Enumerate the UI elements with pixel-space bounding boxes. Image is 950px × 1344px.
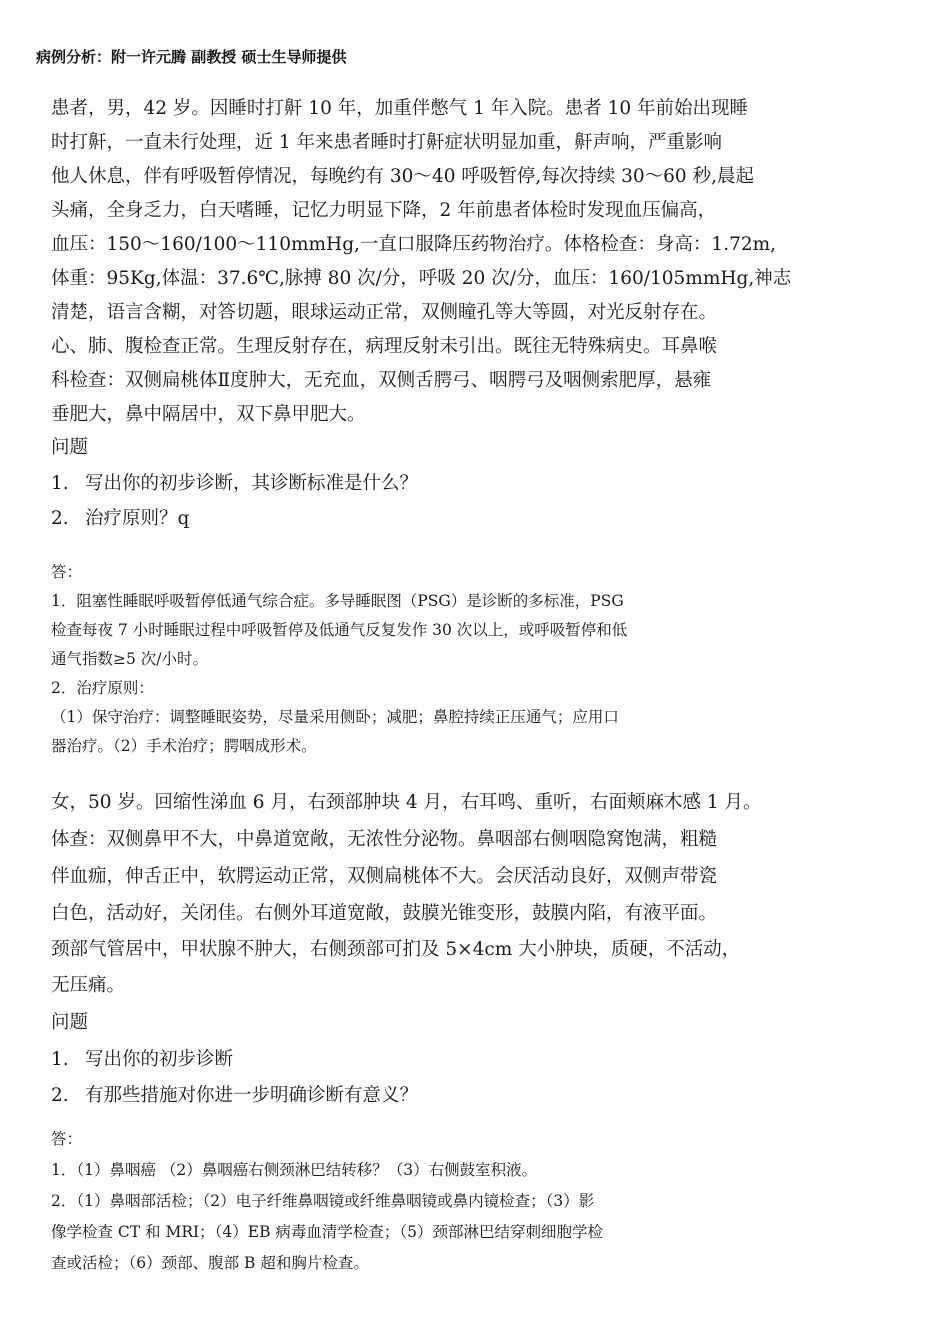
case2-answer-heading: 答： bbox=[51, 1130, 83, 1148]
question-text: 写出你的初步诊断 bbox=[85, 1049, 234, 1070]
question-number: 2. bbox=[51, 508, 69, 529]
case1-question bbox=[51, 469, 418, 495]
case1-line: 血压：150～160/100～110mmHg,一直口服降压药物治疗。体格检查：身高：1.72m, bbox=[51, 234, 777, 255]
case2-line: 体查：双侧鼻甲不大，中鼻道宽敞，无浓性分泌物。鼻咽部右侧咽隐窝饱满，粗糙 bbox=[51, 829, 718, 850]
question-number: 1. bbox=[51, 1049, 69, 1070]
case1-answer-line: 器治疗。（2）手术治疗；腭咽成形术。 bbox=[51, 737, 317, 755]
case1-line: 清楚，语言含糊，对答切题，眼球运动正常，双侧瞳孔等大等圆，对光反射存在。 bbox=[51, 302, 718, 323]
case1-line: 垂肥大，鼻中隔居中，双下鼻甲肥大。 bbox=[51, 404, 366, 425]
case1-answer-line: 检查每夜 7 小时睡眠过程中呼吸暂停及低通气反复发作 30 次以上，或呼吸暂停和低 bbox=[51, 621, 628, 639]
case1-answer-heading: 答： bbox=[51, 563, 83, 581]
case2-answer-line: 像学检查 CT 和 MRI；（4）EB 病毒血清学检查；（5）颈部淋巴结穿刺细胞学检 bbox=[51, 1223, 604, 1241]
case2-line: 无压痛。 bbox=[51, 975, 126, 996]
case1-answer-line: 1．阻塞性睡眠呼吸暂停低通气综合症。多导睡眠图（PSG）是诊断的多标准，PSG bbox=[51, 592, 624, 610]
case2-question-heading: 问题 bbox=[51, 1012, 89, 1033]
case1-line: 科检查：双侧扁桃体Ⅱ度肿大，无充血，双侧舌腭弓、咽腭弓及咽侧索肥厚，悬雍 bbox=[51, 370, 712, 391]
case1-line: 头痛，全身乏力，白天嗜睡，记忆力明显下降，2 年前患者体检时发现血压偏高， bbox=[51, 200, 717, 221]
case2-line: 颈部气管居中，甲状腺不肿大，右侧颈部可扪及 5×4cm 大小肿块，质硬，不活动， bbox=[51, 939, 741, 960]
case2-question bbox=[51, 1045, 233, 1071]
case1-line: 体重：95Kg,体温：37.6℃,脉搏 80 次/分，呼吸 20 次/分，血压：160/105mmHg,神志 bbox=[51, 268, 792, 289]
case2-answer-line: 查或活检；（6）颈部、腹部 B 超和胸片检查。 bbox=[51, 1254, 369, 1272]
case1-line: 患者，男，42 岁。因睡时打鼾 10 年，加重伴憋气 1 年入院。患者 10 年前始出现睡 bbox=[51, 98, 749, 119]
case2-line: 白色，活动好，关闭佳。右侧外耳道宽敞，鼓膜光锥变形，鼓膜内陷，有液平面。 bbox=[51, 903, 718, 924]
question-number: 1. bbox=[51, 473, 69, 494]
case2-answer-line: 1．（1）鼻咽癌 （2）鼻咽癌右侧颈淋巴结转移？（3）右侧鼓室积液。 bbox=[51, 1161, 538, 1179]
case2-line: 女，50 岁。回缩性涕血 6 月，右颈部肿块 4 月，右耳鸣、重听，右面颊麻木感 1 月。 bbox=[51, 792, 762, 813]
case2-line: 伴血痂，伸舌正中，软腭运动正常，双侧扁桃体不大。会厌活动良好，双侧声带瓷 bbox=[51, 866, 718, 887]
case1-question-heading: 问题 bbox=[51, 437, 89, 458]
case1-line: 他人休息，伴有呼吸暂停情况，每晚约有 30～40 呼吸暂停,每次持续 30～60 秒,晨起 bbox=[51, 166, 754, 187]
case1-answer-line: 2．治疗原则： bbox=[51, 679, 154, 697]
case1-question bbox=[51, 504, 189, 530]
case1-line: 心、肺、腹检查正常。生理反射存在，病理反射未引出。既往无特殊病史。耳鼻喉 bbox=[51, 336, 718, 357]
case2-question bbox=[51, 1081, 418, 1107]
page-title: 病例分析：附一许元腾 副教授 硕士生导师提供 bbox=[36, 48, 347, 66]
question-text: 治疗原则？q bbox=[85, 508, 190, 529]
question-number: 2. bbox=[51, 1085, 69, 1106]
case1-line: 时打鼾，一直未行处理，近 1 年来患者睡时打鼾症状明显加重，鼾声响，严重影响 bbox=[51, 132, 723, 153]
case2-answer-line: 2．（1）鼻咽部活检；（2）电子纤维鼻咽镜或纤维鼻咽镜或鼻内镜检查；（3）影 bbox=[51, 1192, 595, 1210]
question-text: 有那些措施对你进一步明确诊断有意义？ bbox=[85, 1085, 419, 1106]
case1-answer-line: 通气指数≥5 次/小时。 bbox=[51, 650, 208, 668]
question-text: 写出你的初步诊断，其诊断标准是什么？ bbox=[85, 473, 419, 494]
case1-answer-line: （1）保守治疗：调整睡眠姿势，尽量采用侧卧；减肥；鼻腔持续正压通气；应用口 bbox=[51, 708, 619, 726]
